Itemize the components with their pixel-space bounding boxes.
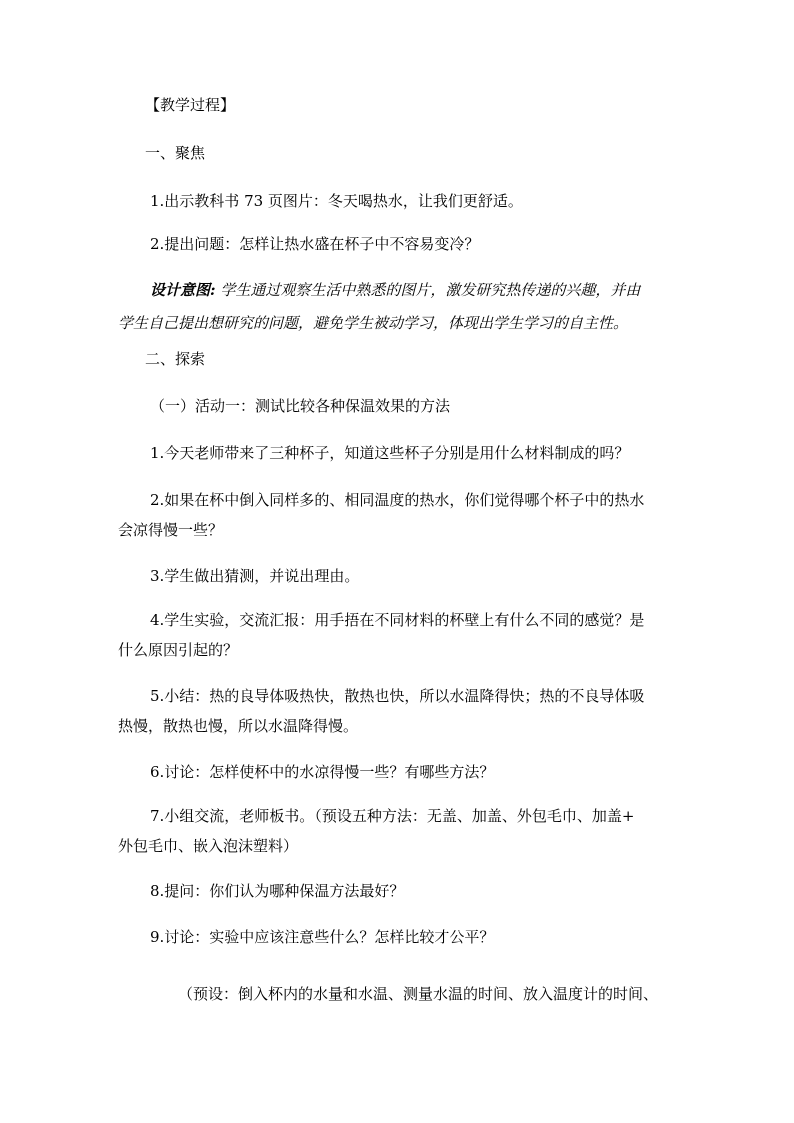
design-intent-line-1 <box>150 280 640 300</box>
paragraph-activity-5-line-2: 热慢，散热也慢，所以水温降得慢。 <box>118 717 359 735</box>
paragraph-activity-2-line-2: 会凉得慢一些？ <box>118 521 224 539</box>
section-heading: 【教学过程】 <box>145 96 236 114</box>
paragraph-activity-7-line-2: 外包毛巾、嵌入泡沫塑料） <box>118 837 299 855</box>
paragraph-focus-2: 2.提出问题：怎样让热水盛在杯子中不容易变冷？ <box>150 235 480 253</box>
design-intent-line-2: 学生自己提出想研究的问题，避免学生被动学习，体现出学生学习的自主性。 <box>118 314 629 332</box>
paragraph-activity-3: 3.学生做出猜测，并说出理由。 <box>150 567 360 585</box>
paragraph-activity-4-line-2: 什么原因引起的？ <box>118 641 239 659</box>
design-intent-label: 设计意图: <box>150 281 216 299</box>
paragraph-activity-4-line-1: 4.学生实验，交流汇报：用手捂在不同材料的杯壁上有什么不同的感觉？是 <box>150 611 645 629</box>
paragraph-activity-2-line-1: 2.如果在杯中倒入同样多的、相同温度的热水，你们觉得哪个杯子中的热水 <box>150 491 645 509</box>
paragraph-activity-5-line-1: 5.小结：热的良导体吸热快，散热也快，所以水温降得快；热的不良导体吸 <box>150 687 645 705</box>
paragraph-activity-6: 6.讨论：怎样使杯中的水凉得慢一些？有哪些方法？ <box>150 763 495 781</box>
paragraph-activity-8: 8.提问：你们认为哪种保温方法最好？ <box>150 882 405 900</box>
paragraph-activity-9: 9.讨论：实验中应该注意些什么？怎样比较才公平？ <box>150 928 495 946</box>
design-intent-text-1: 学生通过观察生活中熟悉的图片，激发研究热传递的兴趣，并由 <box>220 281 641 299</box>
section-title-focus: 一、聚焦 <box>145 144 206 162</box>
paragraph-activity-7-line-1: 7.小组交流，老师板书。（预设五种方法：无盖、加盖、外包毛巾、加盖+ <box>150 807 635 825</box>
section-title-explore: 二、探索 <box>145 350 206 368</box>
paragraph-preset: （预设：倒入杯内的水量和水温、测量水温的时间、放入温度计的时间、 <box>178 985 659 1003</box>
paragraph-focus-1: 1.出示教科书 73 页图片：冬天喝热水，让我们更舒适。 <box>150 192 523 210</box>
activity-title: （一）活动一：测试比较各种保温效果的方法 <box>150 397 451 415</box>
paragraph-activity-1: 1.今天老师带来了三种杯子，知道这些杯子分别是用什么材料制成的吗？ <box>150 444 630 462</box>
